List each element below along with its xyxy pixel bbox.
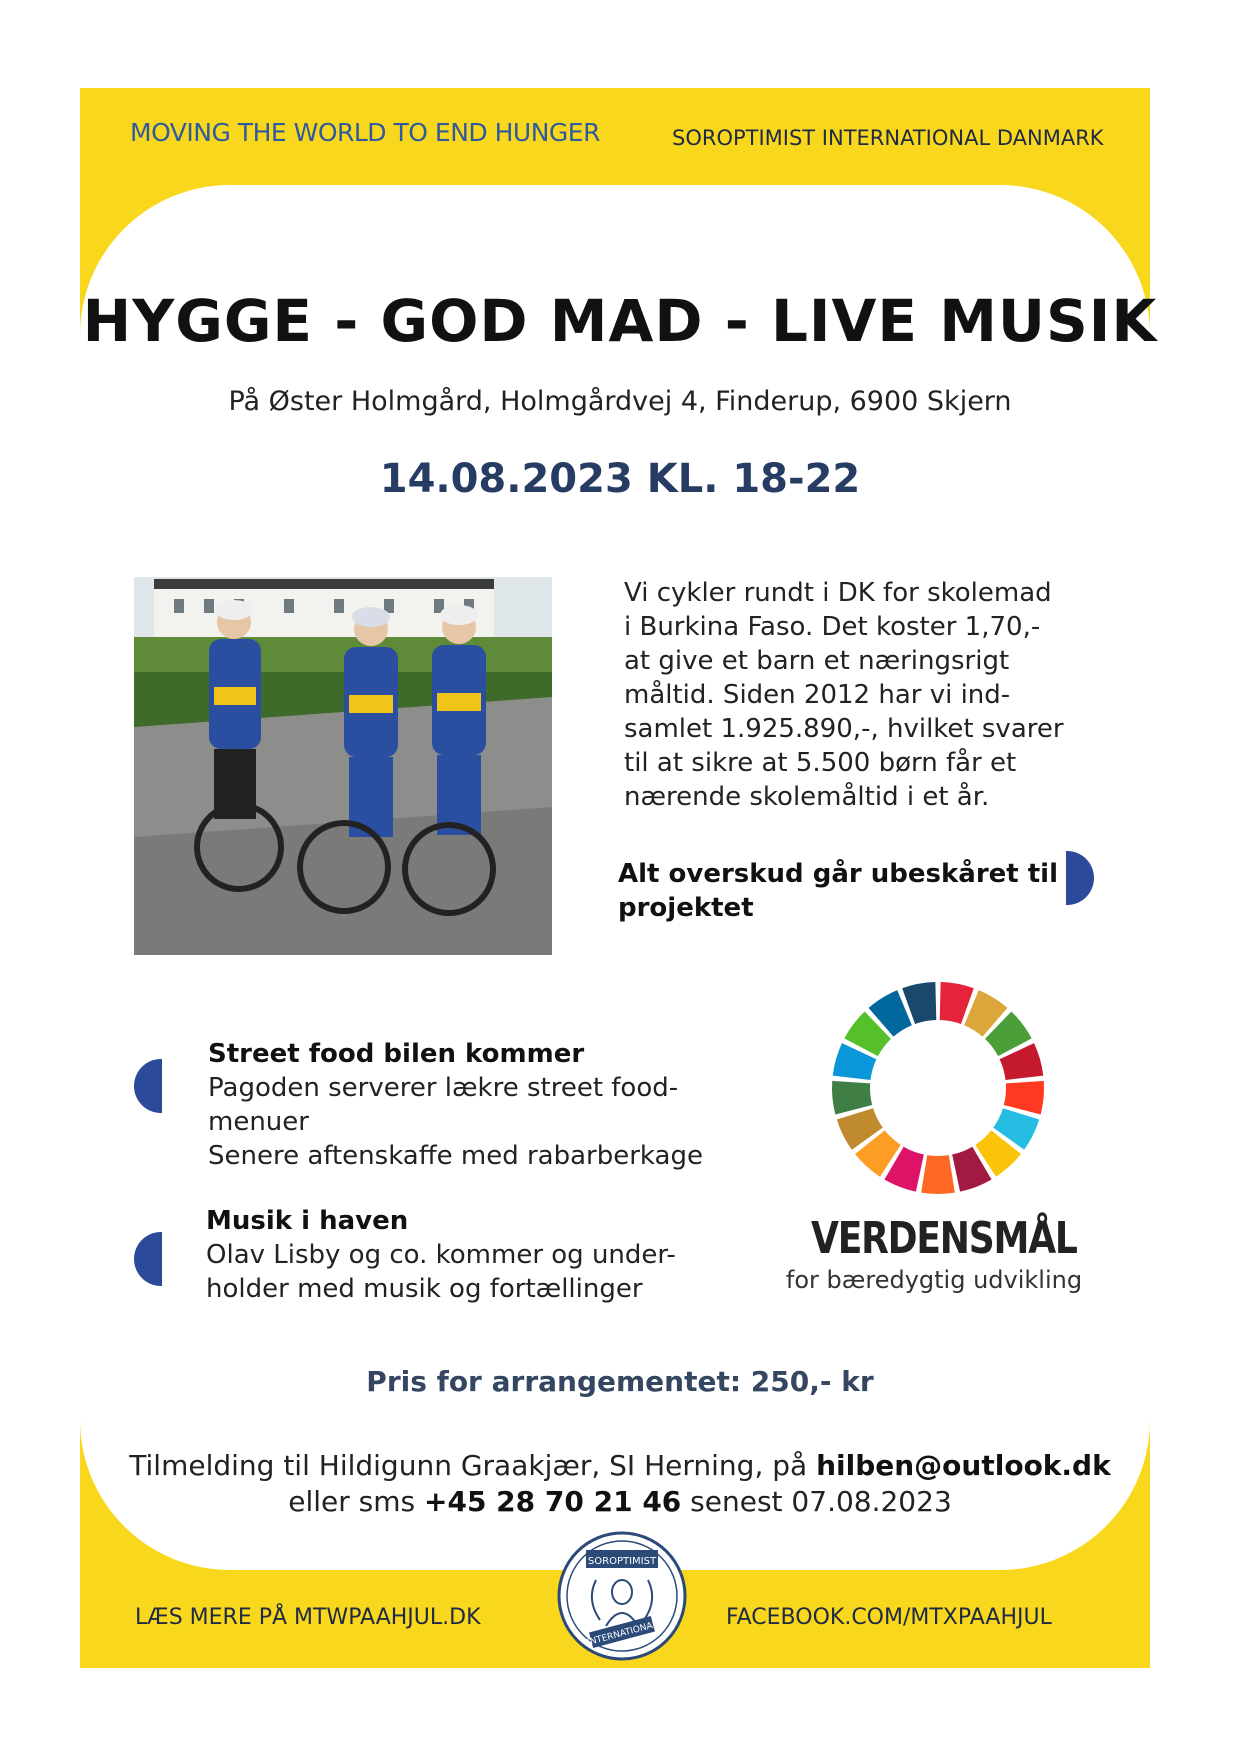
program-line: Senere aftenskaffe med rabarberkage [208, 1141, 703, 1171]
program-heading: Street food bilen kommer [208, 1039, 585, 1069]
event-title: HYGGE - GOD MAD - LIVE MUSIK [82, 287, 1158, 355]
organization-name: SOROPTIMIST INTERNATIONAL DANMARK [672, 126, 1104, 150]
registration-text: Tilmelding til Hildigunn Graakjær, SI Herning, på [129, 1449, 817, 1482]
registration-text: eller sms [288, 1485, 424, 1518]
description-line: at give et barn et næringsrigt [624, 646, 1010, 676]
registration-deadline: senest 07.08.2023 [681, 1485, 952, 1518]
contact-email: hilben@outlook.dk [816, 1449, 1111, 1482]
cyclists-photo [134, 577, 552, 955]
description-line: samlet 1.925.890,-, hvilket svarer [624, 714, 1064, 744]
emblem-text-bottom: INTERNATIONAL [586, 1619, 659, 1649]
slogan: MOVING THE WORLD TO END HUNGER [130, 118, 600, 147]
program-line: Olav Lisby og co. kommer og under- [206, 1240, 676, 1270]
registration-info [0, 1448, 1240, 1520]
website-link: LÆS MERE PÅ MTWPAAHJUL.DK [135, 1605, 481, 1630]
program-line: holder med musik og fortællinger [206, 1274, 643, 1304]
emblem-text-top: SOROPTIMIST [587, 1556, 657, 1567]
facebook-link: FACEBOOK.COM/MTXPAAHJUL [726, 1605, 1052, 1630]
sdg-title: VERDENSMÅL [811, 1213, 1077, 1264]
sdg-wheel-logo [828, 978, 1048, 1198]
program-line: Pagoden serverer lækre street food- [208, 1073, 679, 1103]
sdg-wheel-segment [1004, 1081, 1044, 1115]
program-line: menuer [208, 1107, 309, 1137]
description-line: i Burkina Faso. Det koster 1,70,- [624, 612, 1041, 642]
sdg-wheel-segment [921, 1155, 955, 1194]
sdg-subtitle: for bæredygtig udvikling [785, 1266, 1083, 1294]
program-item-music [206, 1204, 726, 1306]
project-description [624, 576, 1064, 814]
program-item-street-food [208, 1037, 728, 1173]
event-price: Pris for arrangementet: 250,- kr [366, 1365, 874, 1398]
description-line: nærende skolemåltid i et år. [624, 782, 990, 812]
event-address: På Øster Holmgård, Holmgårdvej 4, Finderup, 6900 Skjern [228, 386, 1012, 417]
profit-statement-line: projektet [618, 893, 754, 923]
event-datetime: 14.08.2023 KL. 18-22 [379, 456, 861, 502]
description-line: til at sikre at 5.500 børn får et [624, 748, 1017, 778]
sdg-wheel-segment [832, 1081, 872, 1115]
soroptimist-emblem-logo [556, 1530, 688, 1662]
contact-phone: +45 28 70 21 46 [424, 1485, 682, 1518]
description-line: måltid. Siden 2012 har vi ind- [624, 680, 1011, 710]
program-heading: Musik i haven [206, 1206, 409, 1236]
profit-statement [618, 857, 1068, 925]
profit-statement-line: Alt overskud går ubeskåret til [618, 859, 1059, 889]
description-line: Vi cykler rundt i DK for skolemad [624, 578, 1052, 608]
